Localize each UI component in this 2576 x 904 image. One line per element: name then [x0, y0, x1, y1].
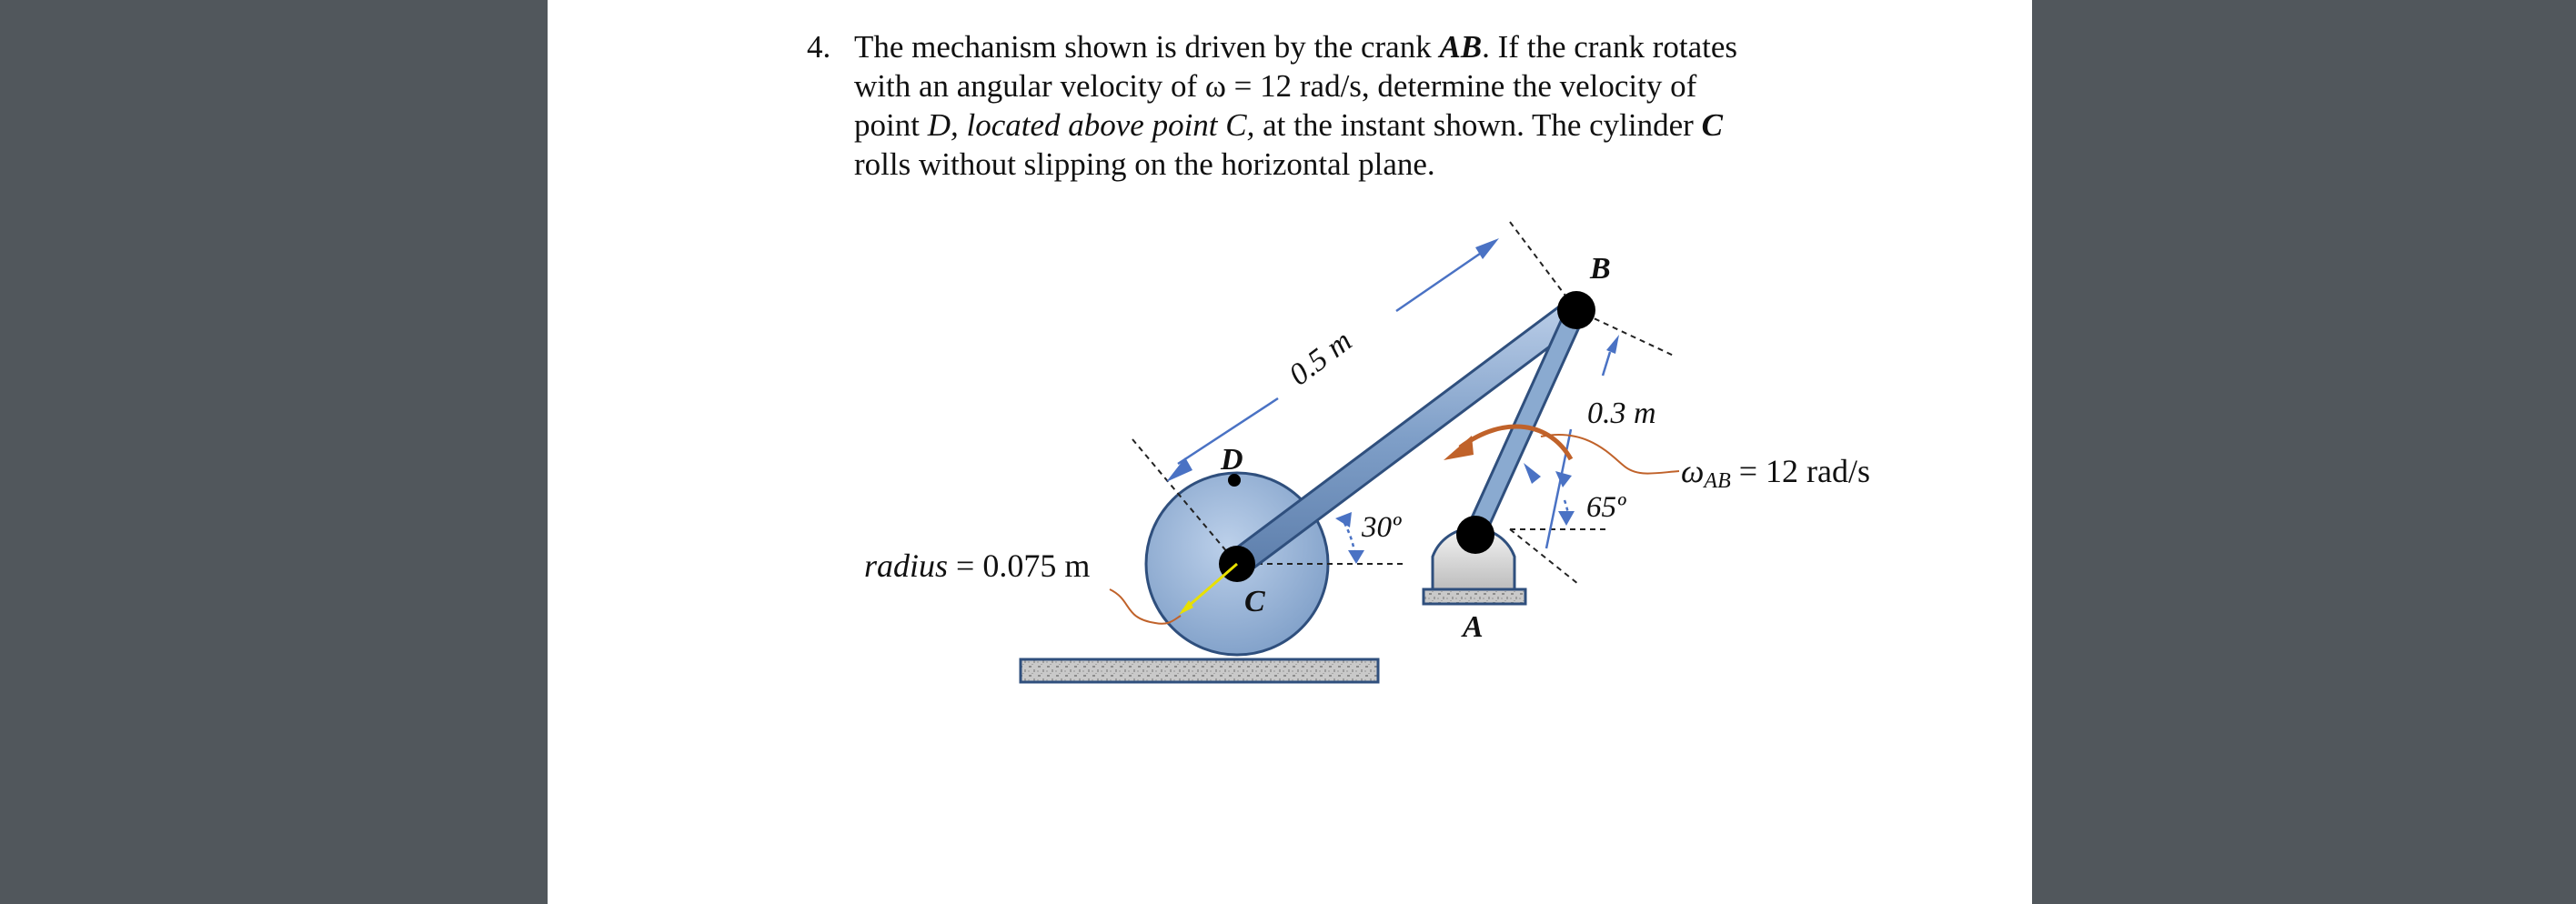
angle-30-label: 30º [1362, 511, 1402, 544]
omega-leader [1541, 435, 1679, 474]
length-ab-label: 0.3 m [1587, 397, 1656, 430]
problem-line-4: rolls without slipping on the horizontal plane. [854, 146, 1435, 182]
pin-a [1456, 516, 1494, 554]
omega-label: ωAB = 12 rad/s [1681, 453, 1871, 493]
problem-line-1: The mechanism shown is driven by the crank AB. If the crank rotates [854, 29, 1737, 65]
angle-65-label: 65º [1586, 491, 1626, 524]
pin-b [1557, 291, 1595, 329]
angle-65-marker [1555, 471, 1575, 526]
problem-line-3: point D, located above point C, at the instant shown. The cylinder C [854, 107, 1723, 143]
pedestal-base [1424, 589, 1525, 604]
rotation-arrowhead [1444, 436, 1474, 460]
problem-line-2: with an angular velocity of ω = 12 rad/s, determine the velocity of [854, 68, 1697, 104]
label-d: D [1221, 443, 1243, 477]
length-cb-label: 0.5 m [1283, 324, 1359, 393]
label-c: C [1244, 585, 1265, 618]
radius-label: radius = 0.075 m [864, 547, 1091, 584]
label-a: A [1463, 610, 1484, 644]
problem-number: 4. [807, 29, 831, 65]
ground-plane [1021, 659, 1378, 682]
angle-30-marker [1335, 512, 1364, 564]
label-b: B [1590, 252, 1611, 286]
